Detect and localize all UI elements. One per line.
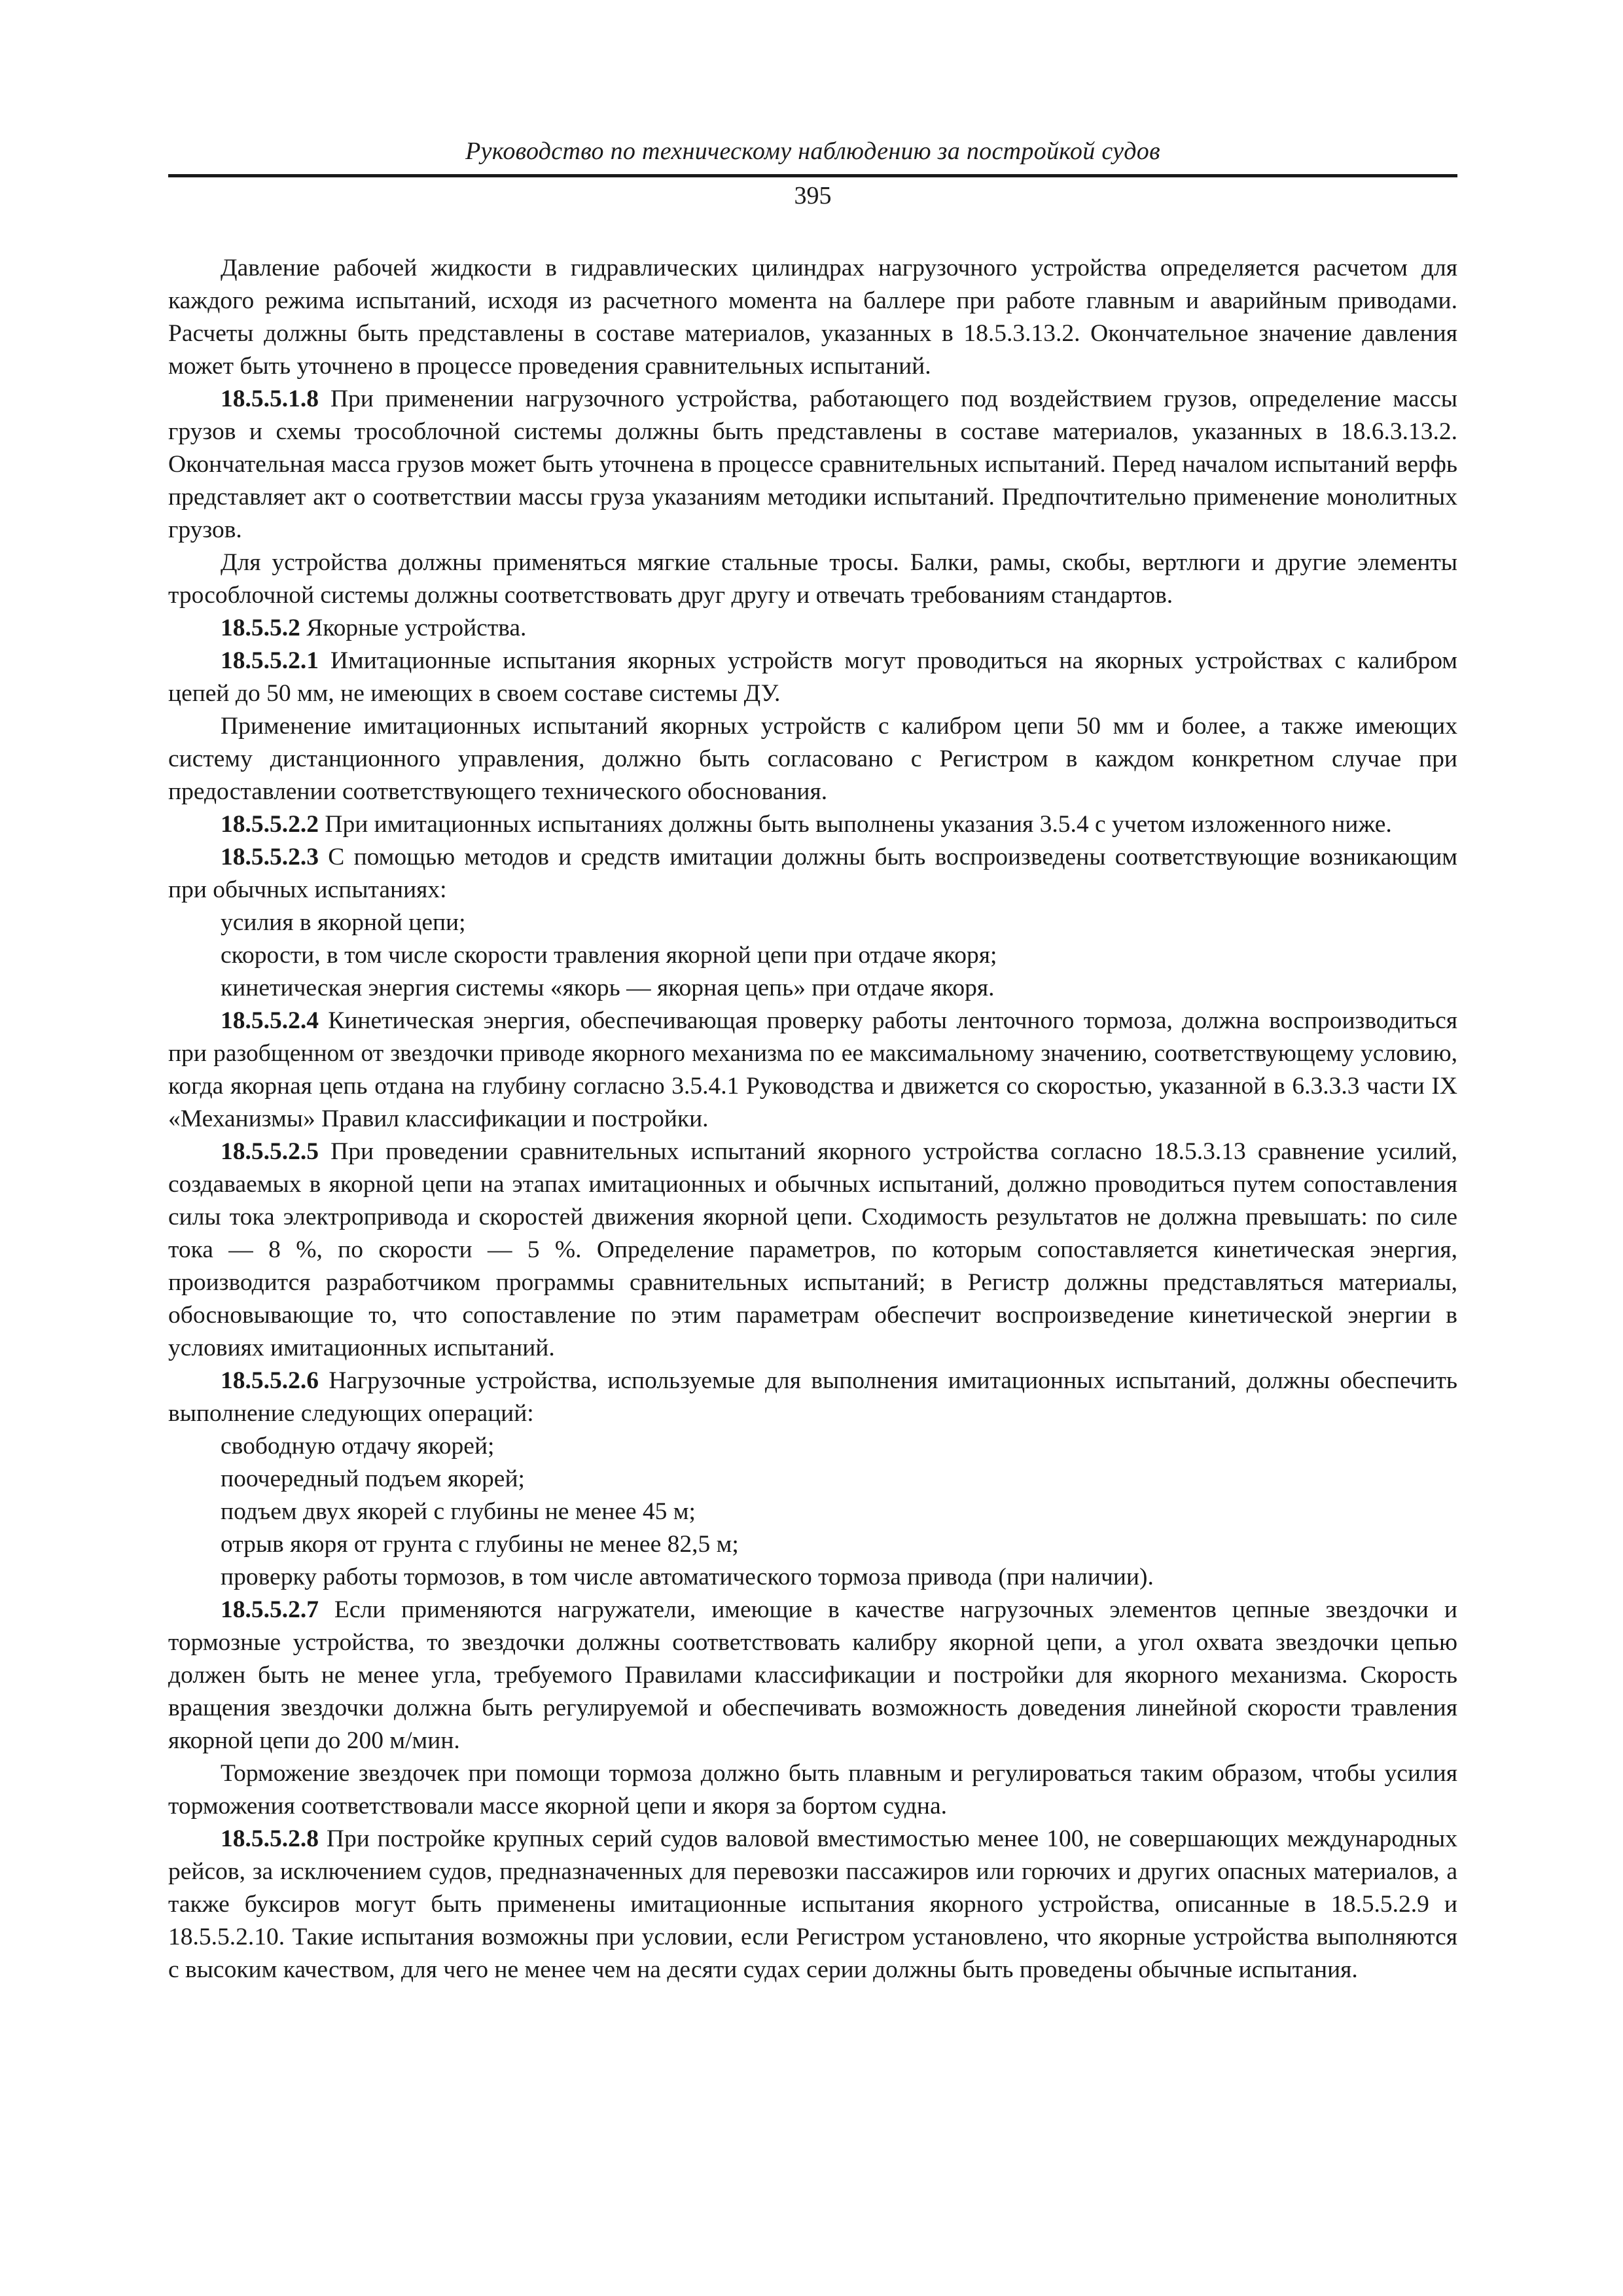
paragraph: 18.5.5.2 Якорные устройства. (221, 615, 527, 641)
clause-number: 18.5.5.2.7 (221, 1596, 319, 1623)
clause-number: 18.5.5.2 (221, 615, 300, 641)
clause-number: 18.5.5.2.5 (221, 1138, 319, 1165)
list-item: отрыв якоря от грунта с глубины не менее 82,5 м; (221, 1531, 739, 1558)
clause-number: 18.5.5.2.8 (221, 1825, 319, 1852)
paragraph: 18.5.5.2.1 Имитационные испытания якорных устройств могут проводиться на якорных устройствах с калибром цепей до 50 мм, не имеющих в своем составе системы ДУ. (168, 647, 1457, 707)
paragraph: Торможение звездочек при помощи тормоза должно быть плавным и регулироваться таким образом, чтобы усилия торможения соответствовали массе якорной цепи и якоря за бортом судна. (168, 1760, 1457, 1820)
clause-number: 18.5.5.2.1 (221, 647, 319, 674)
paragraph: 18.5.5.2.2 При имитационных испытаниях должны быть выполнены указания 3.5.4 с учетом изложенного ниже. (221, 811, 1392, 838)
paragraph: 18.5.5.2.6 Нагрузочные устройства, используемые для выполнения имитационных испытаний, должны обеспечить выполнение следующих операций: (168, 1367, 1457, 1427)
clause-number: 18.5.5.2.2 (221, 811, 319, 838)
clause-number: 18.5.5.1.8 (221, 386, 319, 412)
list-item: усилия в якорной цепи; (221, 909, 466, 936)
paragraph: 18.5.5.2.8 При постройке крупных серий судов валовой вместимостью менее 100, не совершающих международных рейсов, за исключением судов, предназначенных для перевозки пассажиров или горючих и других опасных материалов, а также буксиров могут быть применены имитационные испытания якорного устройства, описанные в 18.5.5.2.9 и 18.5.5.2.10. Такие испытания возможны при условии, если Регистром установлено, что якорные устройства выполняются с высоким качеством, для чего не менее чем на десяти судах серии должны быть проведены обычные испытания. (168, 1825, 1457, 1983)
paragraph: 18.5.5.2.4 Кинетическая энергия, обеспечивающая проверку работы ленточного тормоза, должна воспроизводиться при разобщенном от звездочки приводе якорного механизма по ее максимальному значению, соответствующему условию, когда якорная цепь отдана на глубину согласно 3.5.4.1 Руководства и движется со скоростью, указанной в 6.3.3.3 части IX «Механизмы» Правил классификации и постройки. (168, 1007, 1457, 1132)
paragraph: Применение имитационных испытаний якорных устройств с калибром цепи 50 мм и более, а также имеющих систему дистанционного управления, должно быть согласовано с Регистром в каждом конкретном случае при предоставлении соответствующего технического обоснования. (168, 713, 1457, 805)
paragraph: Давление рабочей жидкости в гидравлических цилиндрах нагрузочного устройства определяется расчетом для каждого режима испытаний, исходя из расчетного момента на баллере при работе главным и аварийным приводами. Расчеты должны быть представлены в составе материалов, указанных в 18.5.3.13.2. Окончательное значение давления может быть уточнено в процессе проведения сравнительных испытаний. (168, 255, 1457, 380)
list-item: поочередный подъем якорей; (221, 1465, 525, 1492)
page-number: 395 (794, 182, 832, 209)
paragraph: 18.5.5.1.8 При применении нагрузочного устройства, работающего под воздействием грузов, определение массы грузов и схемы трособлочной системы должны быть представлены в составе материалов, указанных в 18.6.3.13.2. Окончательная масса грузов может быть уточнена в процессе сравнительных испытаний. Перед началом испытаний верфь представляет акт о соответствии массы груза указаниям методики испытаний. Предпочтительно применение монолитных грузов. (168, 386, 1457, 543)
body-text (168, 252, 1457, 1986)
clause-number: 18.5.5.2.3 (221, 844, 319, 870)
running-header: Руководство по техническому наблюдению за постройкой судов (465, 137, 1160, 165)
clause-number: 18.5.5.2.6 (221, 1367, 319, 1394)
header-rule (168, 174, 1457, 177)
list-item: проверку работы тормозов, в том числе автоматического тормоза привода (при наличии). (221, 1564, 1154, 1590)
clause-number: 18.5.5.2.4 (221, 1007, 319, 1034)
list-item: свободную отдачу якорей; (221, 1433, 495, 1460)
list-item: кинетическая энергия системы «якорь — якорная цепь» при отдаче якоря. (221, 975, 995, 1001)
paragraph: Для устройства должны применяться мягкие стальные тросы. Балки, рамы, скобы, вертлюги и другие элементы трособлочной системы должны соответствовать друг другу и отвечать требованиям стандартов. (168, 549, 1457, 609)
paragraph: 18.5.5.2.3 С помощью методов и средств имитации должны быть воспроизведены соответствующие возникающим при обычных испытаниях: (168, 844, 1457, 903)
list-item: подъем двух якорей с глубины не менее 45 м; (221, 1498, 696, 1525)
paragraph: 18.5.5.2.5 При проведении сравнительных испытаний якорного устройства согласно 18.5.3.13 сравнение усилий, создаваемых в якорной цепи на этапах имитационных и обычных испытаний, должно проводиться путем сопоставления силы тока электропривода и скоростей движения якорной цепи. Сходимость результатов не должна превышать: по силе тока — 8 %, по скорости — 5 %. Определение параметров, по которым сопоставляется кинетическая энергия, производится разработчиком программы сравнительных испытаний; в Регистр должны представляться материалы, обосновывающие то, что сопоставление по этим параметрам обеспечит воспроизведение кинетической энергии в условиях имитационных испытаний. (168, 1138, 1457, 1361)
paragraph: 18.5.5.2.7 Если применяются нагружатели, имеющие в качестве нагрузочных элементов цепные звездочки и тормозные устройства, то звездочки должны соответствовать калибру якорной цепи, а угол охвата звездочки цепью должен быть не менее угла, требуемого Правилами классификации и постройки для якорного механизма. Скорость вращения звездочки должна быть регулируемой и обеспечивать возможность доведения линейной скорости травления якорной цепи до 200 м/мин. (168, 1596, 1457, 1754)
list-item: скорости, в том числе скорости травления якорной цепи при отдаче якоря; (221, 942, 997, 969)
